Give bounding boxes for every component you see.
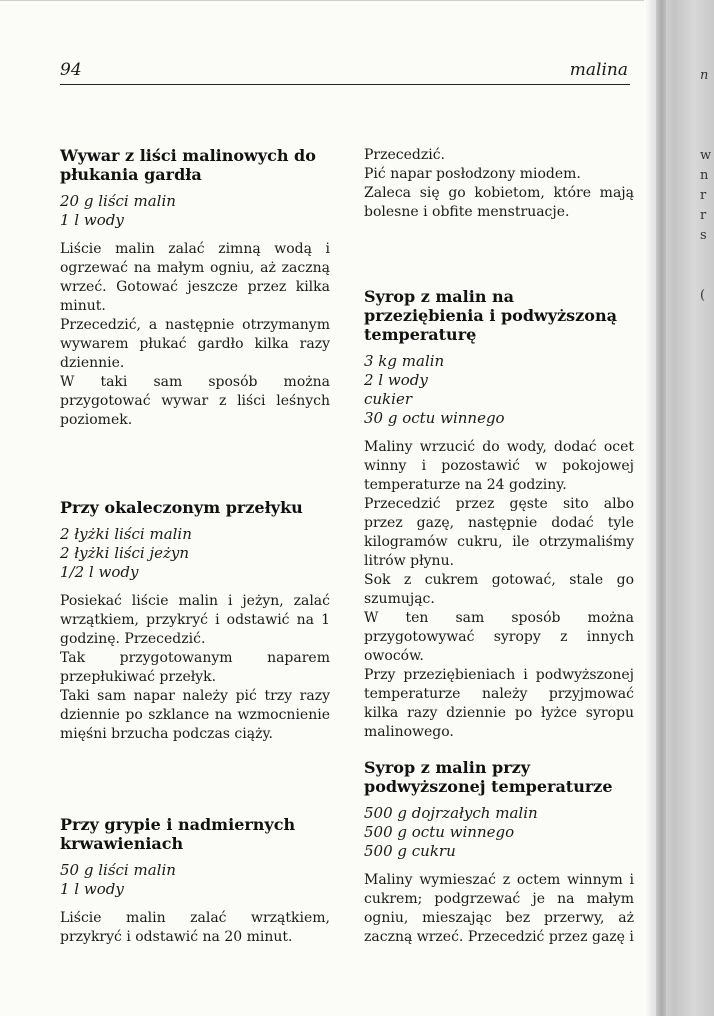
recipe-instructions (364, 438, 634, 742)
edge-letter: n (700, 168, 709, 183)
recipe-title: Przy okaleczonym przełyku (60, 498, 303, 517)
paragraph: Maliny wrzucić do wody, dodać ocet winny i pozostawić w pokojowej temperaturze na 24 godziny. (364, 439, 634, 493)
paragraph: Przy przeziębieniach i podwyższonej temperaturze należy przyjmować kilka razy dziennie po łyżce syropu malinowego. (364, 667, 634, 740)
recipe-fever-syrup (364, 758, 634, 947)
recipe-title: Syrop z malin przy podwyższonej temperaturze (364, 758, 613, 796)
paragraph: Taki sam napar należy pić trzy razy dziennie po szklance na wzmocnienie mięśni brzucha podczas ciąży. (60, 688, 330, 742)
edge-letter: s (700, 228, 707, 243)
paragraph: W ten sam sposób można przygotowywać syropy z innych owoców. (364, 610, 634, 664)
recipe-instructions (364, 871, 634, 947)
paragraph: Przecedzić. (364, 147, 446, 163)
binding-shadow (656, 0, 666, 1016)
ingredient: 1/2 l wody (60, 563, 139, 581)
recipe-gargle-decoction (60, 146, 330, 430)
edge-letter: r (700, 208, 707, 223)
header-rule (60, 84, 630, 85)
ingredient: cukier (364, 390, 412, 408)
running-head: malina (569, 60, 628, 80)
paragraph: Zaleca się go kobietom, które mają bolesne i obfite menstruacje. (364, 185, 634, 220)
edge-letter: r (700, 188, 707, 203)
ingredient: 30 g octu winnego (364, 409, 505, 427)
recipe-title: Wywar z liści malinowych do płukania gardła (60, 146, 316, 184)
ingredient: 3 kg malin (364, 352, 445, 370)
ingredient: 500 g cukru (364, 842, 456, 860)
paragraph: Liście malin zalać wrzątkiem, przykryć i odstawić na 20 minut. (60, 910, 330, 945)
paragraph: Pić napar posłodzony miodem. (364, 166, 581, 182)
recipe-title: Przy grypie i nadmiernych krwawieniach (60, 815, 296, 853)
paragraph: Przecedzić przez gęste sito albo przez gazę, następnie dodać tyle kilogramów cukru, ile otrzymaliśmy litrów płynu. (364, 496, 634, 569)
recipe-title: Syrop z malin na przeziębienia i podwyższoną temperaturę (364, 287, 617, 344)
ingredient-list (60, 525, 330, 582)
ingredient: 1 l wody (60, 880, 124, 898)
facing-page-letters (700, 66, 714, 306)
ingredient-list (60, 861, 330, 899)
paragraph: Liście malin zalać zimną wodą i ogrzewać na małym ogniu, aż zaczną wrzeć. Gotować jeszcze przez kilka minut. (60, 241, 330, 314)
ingredient: 20 g liści malin (60, 192, 176, 210)
ingredient: 2 łyżki liści jeżyn (60, 544, 190, 562)
paragraph: Przecedzić, a następnie otrzymanym wywarem płukać gardło kilka razy dziennie. (60, 317, 330, 371)
ingredient-list (364, 352, 634, 428)
recipe-instructions (60, 592, 330, 744)
ingredient: 1 l wody (60, 211, 124, 229)
scan-top-edge (0, 0, 714, 1)
continued-text (364, 146, 634, 222)
ingredient-list (60, 192, 330, 230)
ingredient: 50 g liści malin (60, 861, 176, 879)
ingredient: 500 g octu winnego (364, 823, 515, 841)
edge-letter: ( (700, 288, 706, 303)
ingredient-list (364, 804, 634, 861)
paragraph: Tak przygotowanym naparem przepłukiwać przełyk. (60, 650, 330, 685)
paragraph: Maliny wymieszać z octem winnym i cukrem; podgrzewać je na małym ogniu, mieszając bez przerwy, aż zaczną wrzeć. Przecedzić przez gazę i (364, 872, 634, 945)
page-number: 94 (60, 60, 82, 80)
ingredient: 2 l wody (364, 371, 428, 389)
recipe-instructions (60, 240, 330, 430)
recipe-instructions (60, 909, 330, 947)
recipe-cold-syrup (364, 287, 634, 742)
ingredient: 2 łyżki liści malin (60, 525, 192, 543)
paragraph: Sok z cukrem gotować, stale go szumując. (364, 572, 634, 607)
edge-letter: w (700, 148, 712, 163)
paragraph: W taki sam sposób można przygotować wywar z liści leśnych poziomek. (60, 374, 330, 428)
edge-letter: n (700, 68, 709, 83)
recipe-flu-bleeding (60, 815, 330, 947)
ingredient: 500 g dojrzałych malin (364, 804, 538, 822)
recipe-injured-esophagus (60, 498, 330, 744)
paragraph: Posiekać liście malin i jeżyn, zalać wrzątkiem, przykryć i odstawić na 1 godzinę. Przecedzić. (60, 593, 330, 647)
